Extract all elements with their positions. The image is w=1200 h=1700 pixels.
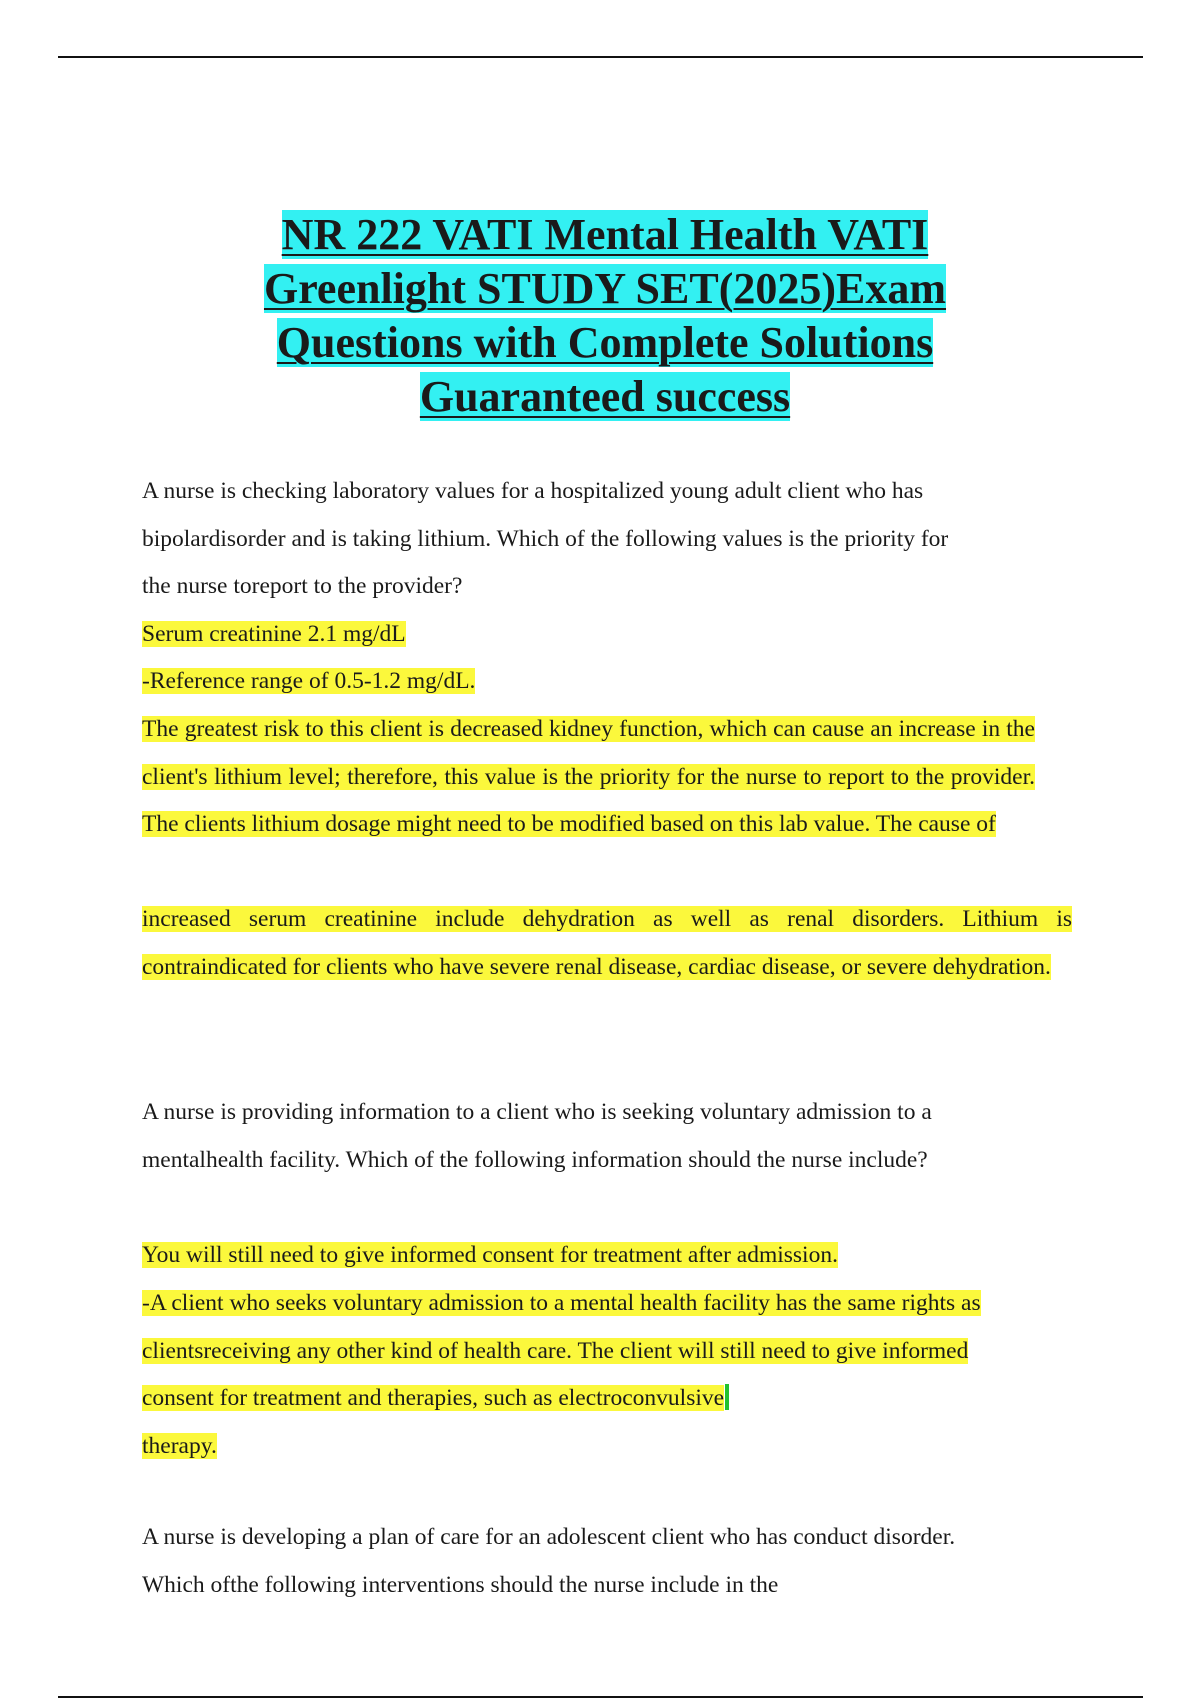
title-line-4: Guaranteed success xyxy=(419,372,791,421)
answer-2-explanation xyxy=(142,1280,1042,1470)
answer-1-explanation-part2 xyxy=(142,896,1072,991)
answer-2-explanation-text: -A client who seeks voluntary admission to a mental health facility has the same rights as clientsreceiving any other kind of health care. The client will still need to give informed consent for treatment and therapies, such as electroconvulsive xyxy=(142,1290,981,1411)
answer-2 xyxy=(142,1232,1072,1280)
question-1: A nurse is checking laboratory values for a hospitalized young adult client who has bipolardisorder and is taking lithium. Which of the following values is the priority for the nurse toreport to the provider? xyxy=(142,478,949,599)
title-line-3: Questions with Complete Solutions xyxy=(276,318,934,367)
answer-2-explanation-tail: therapy. xyxy=(142,1432,217,1459)
answer-1-explanation-part2-text: increased serum creatinine include dehydration as well as renal disorders. Lithium is contraindicated for clients who have severe renal disease, cardiac disease, or severe dehydration. xyxy=(142,906,1072,980)
bottom-rule xyxy=(58,1696,1143,1698)
answer-1-reference-text: -Reference range of 0.5-1.2 mg/dL. xyxy=(142,668,476,694)
answer-1-explanation-part1 xyxy=(142,706,1035,849)
top-rule xyxy=(58,56,1143,58)
text-cursor-mark xyxy=(725,1384,729,1410)
document-title xyxy=(140,208,1070,424)
answer-2-text: You will still need to give informed consent for treatment after admission. xyxy=(142,1242,838,1268)
title-line-1: NR 222 VATI Mental Health VATI xyxy=(281,210,929,259)
question-2: A nurse is providing information to a client who is seeking voluntary admission to a mentalhealth facility. Which of the following information should the nurse include? xyxy=(142,1099,932,1173)
question-3: A nurse is developing a plan of care for an adolescent client who has conduct disorder. Which ofthe following interventions should the nurse include in the xyxy=(142,1524,956,1598)
answer-1-reference xyxy=(142,658,1072,706)
answer-1-explanation-part1-text: The greatest risk to this client is decreased kidney function, which can cause an increase in the client's lithium level; therefore, this value is the priority for the nurse to report to the provider. The clients lithium dosage might need to be modified based on this lab value. The cause of xyxy=(142,716,1035,837)
title-line-2: Greenlight STUDY SET(2025)Exam xyxy=(263,264,947,313)
answer-1 xyxy=(142,611,1072,659)
answer-1-text: Serum creatinine 2.1 mg/dL xyxy=(142,621,406,647)
